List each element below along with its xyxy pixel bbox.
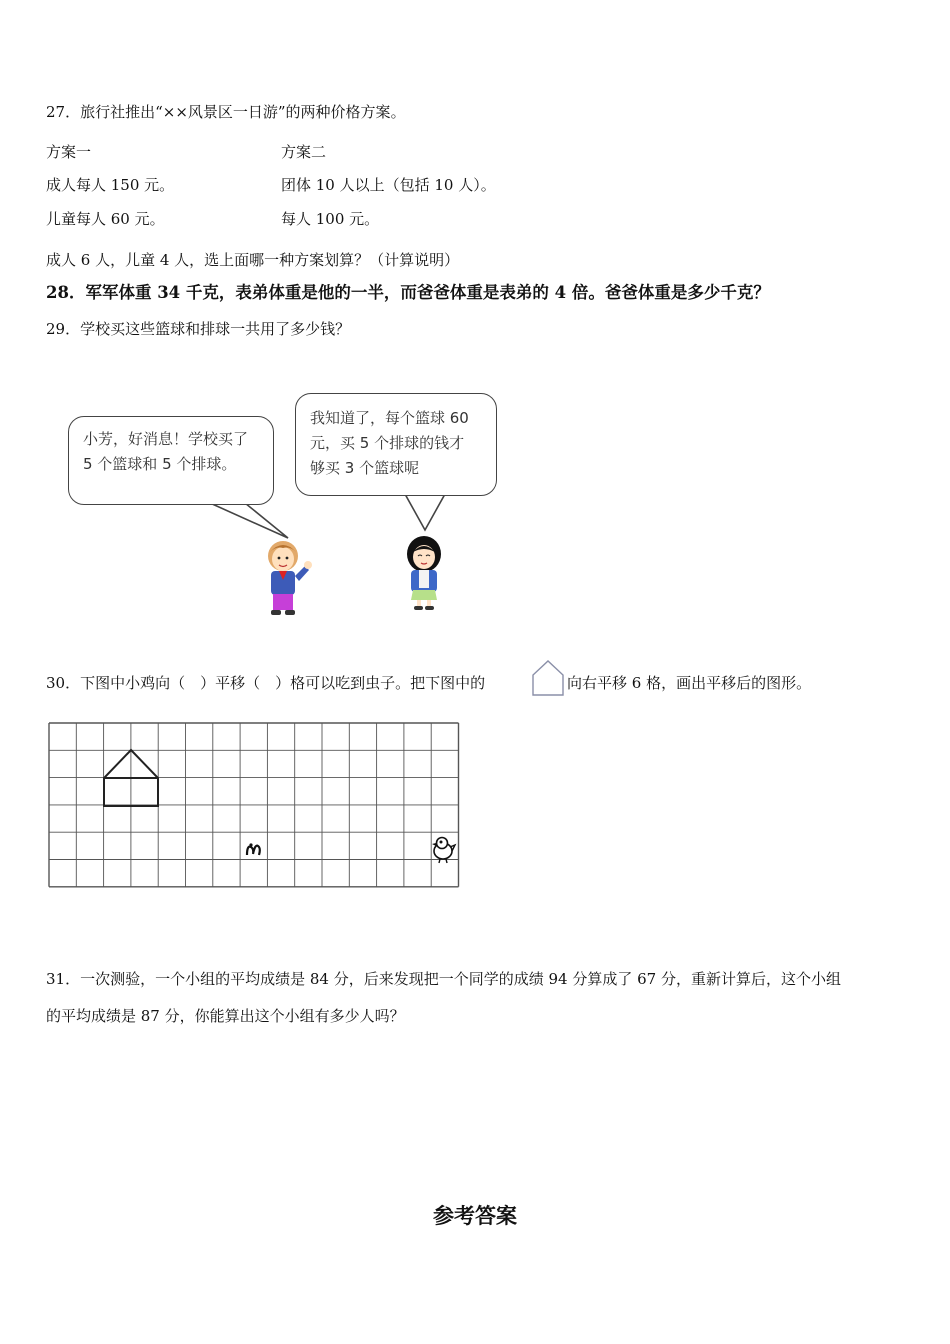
- house-shape-icon: [531, 659, 565, 697]
- answer-heading: 参考答案: [433, 1204, 517, 1228]
- bubble-girl-line-2: 元，买 5 个排球的钱才: [310, 434, 465, 452]
- q30-text-after: 向右平移 6 格，画出平移后的图形。: [567, 674, 812, 692]
- q31-line-2: 的平均成绩是 87 分，你能算出这个小组有多少人吗？: [46, 1007, 405, 1025]
- bubble-girl-line-3: 够买 3 个篮球呢: [310, 459, 420, 477]
- boy-illustration: [257, 536, 317, 618]
- q27-plan2-group: 团体 10 人以上（包括 10 人）。: [281, 176, 496, 194]
- bubble-boy-line-2: 5 个篮球和 5 个排球。: [83, 455, 237, 473]
- q28-text: 28．军军体重 34 千克，表弟体重是他的一半，而爸爸体重是表弟的 4 倍。爸爸体重是多少千克？: [46, 283, 770, 302]
- grid-figure: [46, 720, 461, 892]
- speech-bubble-boy: [68, 416, 274, 505]
- q27-stem: 27．旅行社推出“××风景区一日游”的两种价格方案。: [46, 103, 406, 121]
- q27-question: 成人 6 人，儿童 4 人，选上面哪一种方案划算？（计算说明）: [46, 251, 460, 269]
- worm-icon: [247, 843, 260, 855]
- speech-bubble-girl: [295, 393, 497, 496]
- bubble-girl-line-1: 我知道了，每个篮球 60: [310, 409, 469, 427]
- q31-line-1: 31．一次测验，一个小组的平均成绩是 84 分，后来发现把一个同学的成绩 94 分算成了 67 分，重新计算后，这个小组: [46, 970, 841, 988]
- girl-illustration: [398, 532, 450, 612]
- q27-plan2-title: 方案二: [281, 143, 327, 161]
- q29-text: 29．学校买这些篮球和排球一共用了多少钱？: [46, 320, 351, 338]
- q27-plan2-price: 每人 100 元。: [281, 210, 380, 228]
- q27-plan1-child: 儿童每人 60 元。: [46, 210, 165, 228]
- bubble-boy-line-1: 小芳，好消息！学校买了: [83, 430, 249, 448]
- q27-plan1-adult: 成人每人 150 元。: [46, 176, 175, 194]
- grid-lines: [49, 723, 459, 887]
- q27-plan1-title: 方案一: [46, 143, 92, 161]
- q30-text-before: 30．下图中小鸡向（ ）平移（ ）格可以吃到虫子。把下图中的: [46, 674, 486, 692]
